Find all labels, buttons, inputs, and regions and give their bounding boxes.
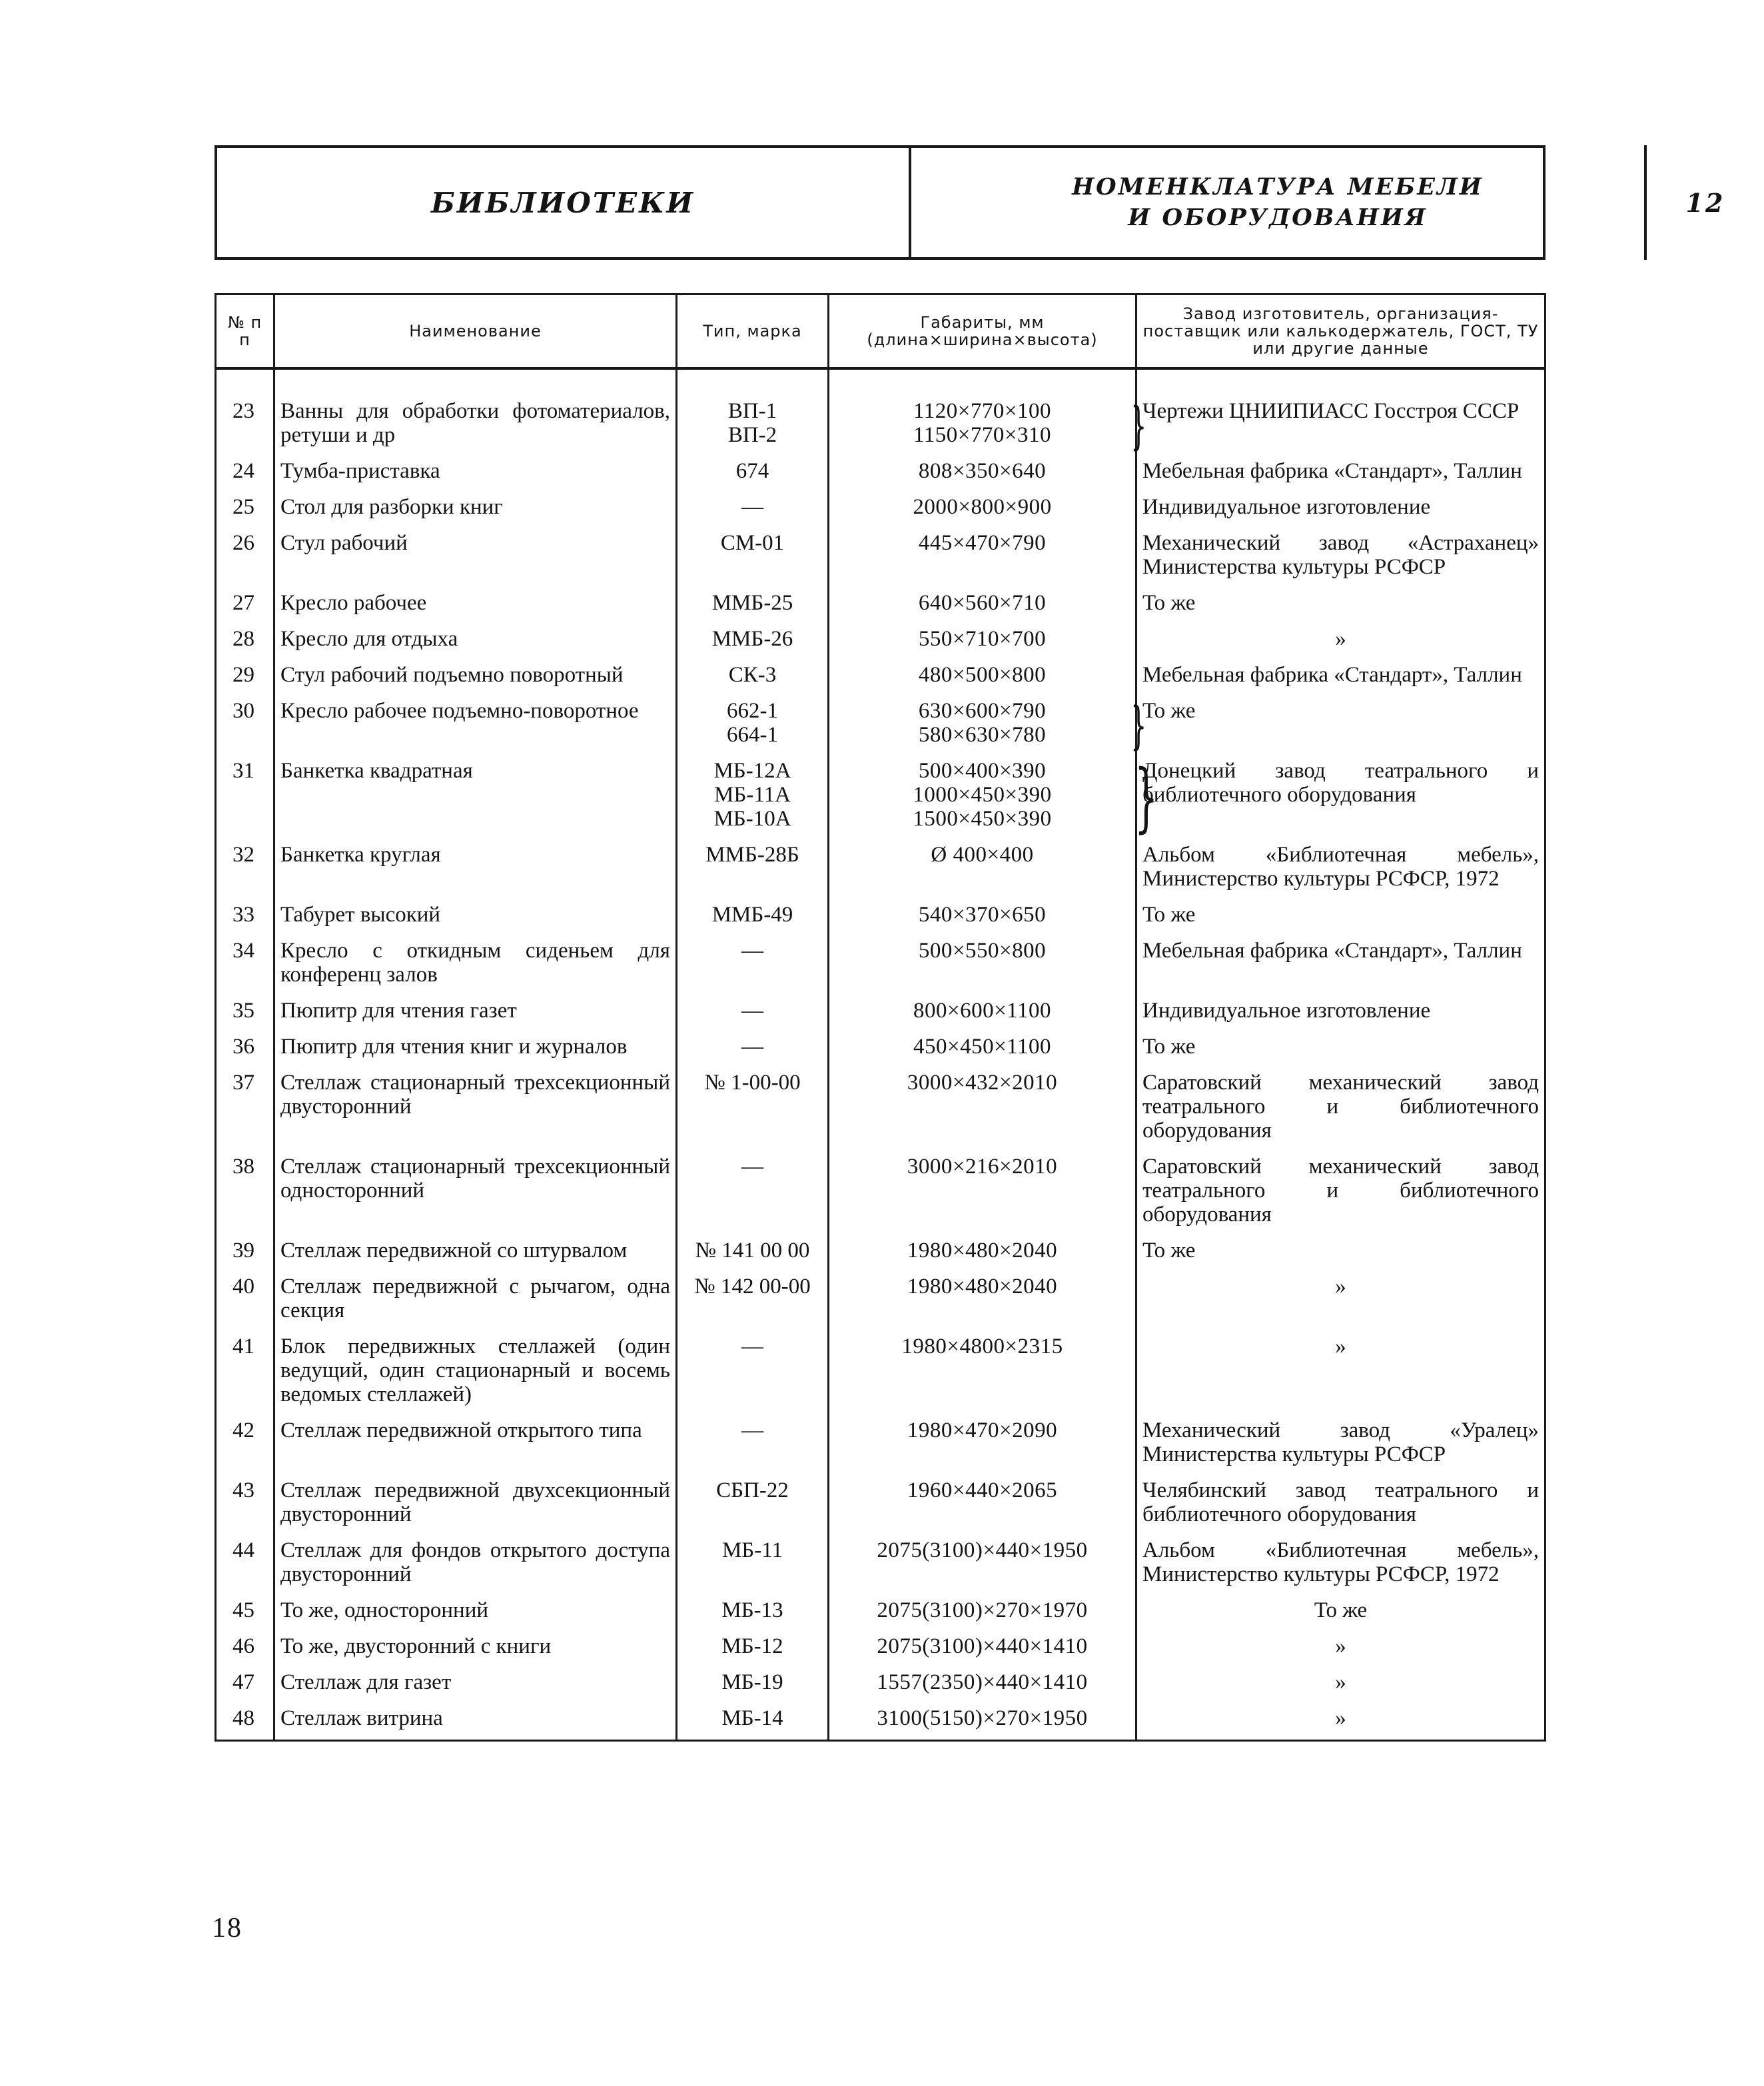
item-name: Блок передвижных стеллажей (один ведущий, один стационарный и восемь ведомых стеллажей) (274, 1332, 677, 1416)
item-dimensions-value: 1557(2350)×440×1410 (877, 1670, 1088, 1694)
item-type-value: СК-3 (728, 663, 777, 687)
item-type-value: — (741, 1155, 763, 1179)
item-dimensions (829, 1032, 1136, 1068)
item-source (1136, 528, 1545, 588)
item-source-text: Механический завод «Уралец» Министерства культуры РСФСР (1142, 1418, 1539, 1466)
item-source-text: Альбом «Библиотечная мебель», Министерство культуры РСФСР, 1972 (1142, 1538, 1539, 1586)
table-row (216, 696, 1545, 756)
item-dimensions (829, 528, 1136, 588)
item-dimensions-value: 2075(3100)×440×1410 (877, 1634, 1088, 1658)
row-number: 33 (216, 900, 274, 936)
table-row (216, 456, 1545, 492)
item-type-value: № 1-00-00 (704, 1071, 801, 1095)
item-dimensions-value: 1980×470×2090 (907, 1418, 1058, 1442)
row-number: 32 (216, 840, 274, 900)
column-header-dims: Габариты, мм (длина×ширина×высота) (829, 294, 1136, 369)
item-source (1136, 1632, 1545, 1668)
item-dimensions-value: 3100(5150)×270×1950 (877, 1706, 1088, 1730)
item-source (1136, 1476, 1545, 1536)
item-dimensions-value: 800×600×1100 (913, 999, 1051, 1023)
nomenclature-table (215, 293, 1544, 1742)
row-number: 44 (216, 1536, 274, 1596)
item-dimensions-value: 1500×450×390 (913, 807, 1052, 831)
item-name: Стеллаж для газет (274, 1668, 677, 1704)
table-row (216, 1068, 1545, 1152)
item-type (677, 396, 829, 456)
item-dimensions (829, 1068, 1136, 1152)
item-dimensions (829, 936, 1136, 996)
item-type (677, 1632, 829, 1668)
item-type-value: № 142 00-00 (694, 1275, 811, 1299)
table-row (216, 1332, 1545, 1416)
item-name: Банкетка квадратная (274, 756, 677, 840)
page-number: 18 (212, 1913, 242, 1943)
item-dimensions (829, 1332, 1136, 1416)
item-type (677, 900, 829, 936)
item-source (1136, 1704, 1545, 1741)
item-source-text: То же (1142, 591, 1196, 615)
brace-mark: } (1130, 396, 1147, 455)
item-dimensions-value: 1980×480×2040 (907, 1275, 1058, 1299)
item-source-text: Индивидуальное изготовление (1142, 495, 1431, 519)
item-type (677, 1068, 829, 1152)
item-name: Стеллаж передвижной с рычагом, одна секция (274, 1272, 677, 1332)
item-dimensions (829, 492, 1136, 528)
item-dimensions (829, 1668, 1136, 1704)
item-source (1130, 696, 1545, 756)
table-row (216, 1704, 1545, 1741)
item-name: Стеллаж для фондов открытого доступа двусторонний (274, 1536, 677, 1596)
item-type-value: СБП-22 (716, 1478, 789, 1502)
item-source-text: Челябинский завод театрального и библиотечного оборудования (1142, 1478, 1539, 1526)
row-number: 23 (216, 396, 274, 456)
item-type (677, 492, 829, 528)
item-source-text: Индивидуальное изготовление (1142, 999, 1431, 1023)
item-type-value: — (741, 1035, 763, 1059)
item-name: Кресло рабочее подъемно-поворотное (274, 696, 677, 756)
item-source-text: » (1335, 1275, 1346, 1299)
document-title (911, 145, 1644, 260)
row-number: 31 (216, 756, 274, 840)
item-dimensions-value: 1120×770×100 (913, 399, 1051, 423)
table-row (216, 1536, 1545, 1596)
item-name: Тумба-приставка (274, 456, 677, 492)
item-dimensions (829, 840, 1136, 900)
document-title-line: НОМЕНКЛАТУРА МЕБЕЛИ (1072, 173, 1484, 201)
item-type-value: ММБ-25 (711, 591, 793, 615)
item-type (677, 660, 829, 696)
row-number: 40 (216, 1272, 274, 1332)
item-type (677, 1332, 829, 1416)
item-dimensions (829, 1476, 1136, 1536)
table-row (216, 1596, 1545, 1632)
item-type-value: МБ-19 (721, 1670, 783, 1694)
sheet-number: 12 (1685, 187, 1725, 218)
item-name: Стеллаж передвижной двухсекционный двусторонний (274, 1476, 677, 1536)
item-type-value: МБ-11 (721, 1538, 783, 1562)
item-dimensions-value: 630×600×790 (918, 699, 1047, 723)
item-source-text: Мебельная фабрика «Стандарт», Таллин (1142, 663, 1522, 687)
item-dimensions-value: 808×350×640 (918, 459, 1047, 483)
item-type (677, 1152, 829, 1236)
table-row (216, 840, 1545, 900)
item-type-value: МБ-11А (714, 783, 791, 807)
item-type (677, 1536, 829, 1596)
item-type-value: МБ-12А (713, 759, 791, 783)
table-header-row (216, 294, 1545, 369)
item-dimensions (829, 1536, 1136, 1596)
item-source (1136, 492, 1545, 528)
row-number: 26 (216, 528, 274, 588)
item-type-value: № 141 00 00 (695, 1239, 810, 1263)
section-title: БИБЛИОТЕКИ (430, 186, 695, 219)
table-row (216, 1236, 1545, 1272)
item-dimensions-value: 1980×4800×2315 (901, 1334, 1063, 1358)
item-name: То же, двусторонний с книги (274, 1632, 677, 1668)
item-type (677, 696, 829, 756)
item-type-value: 664-1 (727, 723, 778, 747)
table-row (216, 624, 1545, 660)
item-type-value: СМ-01 (720, 531, 785, 555)
item-type (677, 840, 829, 900)
row-number: 24 (216, 456, 274, 492)
item-dimensions (829, 1236, 1136, 1272)
item-name: Стеллаж стационарный трехсекционный односторонний (274, 1152, 677, 1236)
item-type (677, 936, 829, 996)
row-number: 45 (216, 1596, 274, 1632)
item-source (1136, 1668, 1545, 1704)
item-dimensions-value: 1980×480×2040 (907, 1239, 1058, 1263)
item-dimensions-value: 1000×450×390 (913, 783, 1052, 807)
table-row (216, 528, 1545, 588)
row-number: 43 (216, 1476, 274, 1536)
item-name: Кресло для отдыха (274, 624, 677, 660)
item-type (677, 996, 829, 1032)
table-row (216, 1152, 1545, 1236)
item-source-text: То же (1142, 1035, 1196, 1059)
item-type-value: — (741, 999, 763, 1023)
table-row (216, 588, 1545, 624)
item-dimensions (829, 1416, 1136, 1476)
row-number: 30 (216, 696, 274, 756)
item-source-text: Саратовский механический завод театрального и библиотечного оборудования (1142, 1071, 1539, 1143)
item-source (1136, 1332, 1545, 1416)
row-number: 42 (216, 1416, 274, 1476)
item-source (1136, 900, 1545, 936)
column-header-type: Тип, марка (677, 294, 829, 369)
item-source-text: Донецкий завод театрального и библиотечного оборудования (1142, 759, 1539, 807)
item-type (677, 1416, 829, 1476)
row-number: 39 (216, 1236, 274, 1272)
item-name: Табурет высокий (274, 900, 677, 936)
item-source-text: » (1335, 1334, 1346, 1358)
item-type-value: МБ-10А (713, 807, 791, 831)
item-type (677, 1236, 829, 1272)
row-number: 29 (216, 660, 274, 696)
item-dimensions-value: 540×370×650 (918, 903, 1047, 927)
item-dimensions (829, 588, 1136, 624)
item-name: Кресло с откидным сиденьем для конференц залов (274, 936, 677, 996)
table-row (216, 396, 1545, 456)
item-type (677, 1668, 829, 1704)
table-row (216, 936, 1545, 996)
table-spacer-row (216, 368, 1545, 396)
item-source-text: Альбом «Библиотечная мебель», Министерство культуры РСФСР, 1972 (1142, 843, 1539, 891)
item-name: Пюпитр для чтения книг и журналов (274, 1032, 677, 1068)
item-source-text: Механический завод «Астраханец» Министерства культуры РСФСР (1142, 531, 1539, 579)
item-dimensions-value: 2075(3100)×270×1970 (877, 1598, 1088, 1622)
item-dimensions (829, 996, 1136, 1032)
item-type-value: — (741, 1334, 763, 1358)
item-type (677, 1272, 829, 1332)
item-type-value: ММБ-49 (711, 903, 793, 927)
row-number: 35 (216, 996, 274, 1032)
item-dimensions-value: 445×470×790 (918, 531, 1047, 555)
item-dimensions-value: 640×560×710 (918, 591, 1047, 615)
table-row (216, 1632, 1545, 1668)
item-dimensions (829, 1272, 1136, 1332)
item-dimensions (829, 456, 1136, 492)
table-row (216, 996, 1545, 1032)
item-source-text: Саратовский механический завод театрального и библиотечного оборудования (1142, 1155, 1539, 1227)
item-type-value: МБ-13 (721, 1598, 783, 1622)
table-row (216, 756, 1545, 840)
item-source (1136, 1152, 1545, 1236)
item-type (677, 1704, 829, 1741)
brace-mark: } (1130, 696, 1147, 755)
item-dimensions-value: 1960×440×2065 (907, 1478, 1058, 1502)
row-number: 48 (216, 1704, 274, 1741)
item-source (1136, 1596, 1545, 1632)
item-type-value: 662-1 (727, 699, 778, 723)
row-number: 36 (216, 1032, 274, 1068)
column-header-source: Завод изготовитель, организация-поставщик или калькодержатель, ГОСТ, ТУ или другие данные (1136, 294, 1545, 369)
row-number: 37 (216, 1068, 274, 1152)
table-row (216, 660, 1545, 696)
item-dimensions-value: 2000×800×900 (913, 495, 1052, 519)
table-row (216, 1476, 1545, 1536)
row-number: 27 (216, 588, 274, 624)
item-dimensions (829, 1152, 1136, 1236)
item-name: Банкетка круглая (274, 840, 677, 900)
item-type-value: — (741, 1418, 763, 1442)
item-source-text: Мебельная фабрика «Стандарт», Таллин (1142, 939, 1522, 963)
item-type-value: ММБ-28Б (705, 843, 799, 867)
table-row (216, 900, 1545, 936)
table-row (216, 1272, 1545, 1332)
item-dimensions-value: Ø 400×400 (931, 843, 1034, 867)
item-source-text: Чертежи ЦНИИПИАСС Госстроя СССР (1142, 399, 1520, 423)
item-name: Ванны для обработки фотоматериалов, ретуши и др (274, 396, 677, 456)
row-number: 47 (216, 1668, 274, 1704)
item-type (677, 1596, 829, 1632)
item-source (1136, 936, 1545, 996)
item-source-text: » (1335, 1634, 1346, 1658)
item-dimensions-value: 1150×770×310 (913, 423, 1051, 447)
item-type (677, 528, 829, 588)
row-number: 38 (216, 1152, 274, 1236)
table-row (216, 1032, 1545, 1068)
item-type (677, 456, 829, 492)
row-number: 25 (216, 492, 274, 528)
item-dimensions-value: 2075(3100)×440×1950 (877, 1538, 1088, 1562)
item-dimensions-value: 480×500×800 (918, 663, 1047, 687)
item-dimensions-value: 450×450×1100 (913, 1035, 1051, 1059)
item-dimensions-value: 550×710×700 (918, 627, 1047, 651)
item-name: Стол для разборки книг (274, 492, 677, 528)
item-type-value: ММБ-26 (711, 627, 793, 651)
item-source (1136, 456, 1545, 492)
table-row (216, 1416, 1545, 1476)
item-source (1136, 1272, 1545, 1332)
item-name: Стеллаж передвижной открытого типа (274, 1416, 677, 1476)
item-source (1136, 588, 1545, 624)
table-row (216, 492, 1545, 528)
item-source-text: Мебельная фабрика «Стандарт», Таллин (1142, 459, 1522, 483)
item-source (1136, 624, 1545, 660)
item-dimensions (829, 900, 1136, 936)
item-dimensions (829, 396, 1136, 456)
item-dimensions-value: 500×550×800 (918, 939, 1047, 963)
item-type (677, 588, 829, 624)
item-name: Стеллаж стационарный трехсекционный двусторонний (274, 1068, 677, 1152)
item-name: Кресло рабочее (274, 588, 677, 624)
item-name: Стул рабочий (274, 528, 677, 588)
item-source (1136, 840, 1545, 900)
item-source (1136, 1416, 1545, 1476)
item-name: Стеллаж витрина (274, 1704, 677, 1741)
brace-mark: } (1134, 754, 1158, 841)
item-dimensions-value: 500×400×390 (918, 759, 1047, 783)
item-name: Стул рабочий подъемно поворотный (274, 660, 677, 696)
item-dimensions (829, 624, 1136, 660)
item-type (677, 756, 829, 840)
item-name: Пюпитр для чтения газет (274, 996, 677, 1032)
item-type-value: — (741, 495, 763, 519)
item-dimensions-value: 580×630×780 (918, 723, 1047, 747)
item-source (1136, 660, 1545, 696)
item-source-text: » (1335, 1670, 1346, 1694)
document-title-line: И ОБОРУДОВАНИЯ (1128, 204, 1428, 231)
sheet-header (215, 145, 1725, 260)
item-name: То же, односторонний (274, 1596, 677, 1632)
column-header-name: Наименование (274, 294, 677, 369)
item-dimensions (829, 660, 1136, 696)
item-source (1136, 1536, 1545, 1596)
item-source (1130, 396, 1545, 456)
item-source-text: То же (1142, 1239, 1196, 1263)
item-source (1136, 1032, 1545, 1068)
item-type-value: МБ-14 (721, 1706, 783, 1730)
item-source (1136, 1236, 1545, 1272)
item-source-text: То же (1142, 699, 1196, 723)
item-type (677, 1032, 829, 1068)
item-type (677, 624, 829, 660)
item-type-value: МБ-12 (721, 1634, 783, 1658)
item-dimensions (829, 696, 1136, 756)
item-type (677, 1476, 829, 1536)
row-number: 46 (216, 1632, 274, 1668)
item-source (1136, 1068, 1545, 1152)
item-type-value: ВП-2 (727, 423, 777, 447)
item-source-text: То же (1314, 1598, 1368, 1622)
item-dimensions (829, 1632, 1136, 1668)
item-source (1136, 996, 1545, 1032)
item-type-value: ВП-1 (727, 399, 777, 423)
item-dimensions (829, 1704, 1136, 1741)
table-row (216, 1668, 1545, 1704)
item-source-text: » (1335, 1706, 1346, 1730)
item-name: Стеллаж передвижной со штурвалом (274, 1236, 677, 1272)
item-type-value: — (741, 939, 763, 963)
item-dimensions (829, 1596, 1136, 1632)
row-number: 41 (216, 1332, 274, 1416)
column-header-num: № п п (216, 294, 274, 369)
item-source-text: То же (1142, 903, 1196, 927)
item-source-text: » (1335, 627, 1346, 651)
row-number: 28 (216, 624, 274, 660)
row-number: 34 (216, 936, 274, 996)
item-dimensions-value: 3000×432×2010 (907, 1071, 1058, 1095)
item-dimensions-value: 3000×216×2010 (907, 1155, 1058, 1179)
item-type-value: 674 (735, 459, 769, 483)
item-source (1136, 756, 1545, 840)
item-dimensions (829, 756, 1136, 840)
